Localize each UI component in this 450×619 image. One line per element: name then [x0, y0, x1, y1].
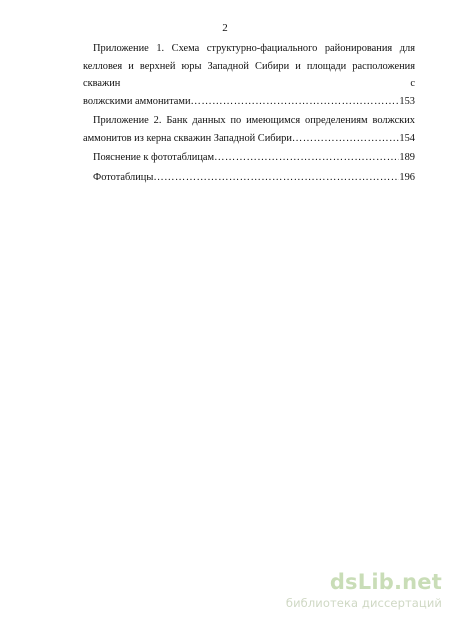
toc-entry-plates[interactable] [83, 169, 415, 187]
toc-entry-leader-line [83, 93, 415, 111]
toc-entry-text: Приложение 2. Банк данных по имеющимся определениям волжских [93, 115, 415, 126]
watermark-logo [262, 568, 442, 594]
page-number: 2 [222, 22, 228, 34]
watermark [262, 568, 442, 610]
dot-leader [153, 169, 399, 187]
dot-leader [191, 93, 400, 111]
toc-entry-text: аммонитов из керна скважин Западной Сибири [83, 132, 292, 144]
watermark-subtitle: библиотека диссертаций [285, 596, 442, 610]
dot-leader [292, 130, 400, 148]
toc-entry-leader-line [83, 130, 415, 148]
toc-entry-appendix-2[interactable] [83, 112, 415, 147]
watermark-logo-tld: .net [393, 570, 442, 594]
toc-entry-plates-note[interactable] [83, 149, 415, 167]
table-of-contents [83, 40, 415, 188]
toc-entry-text: келловея и верхней юры Западной Сибири и площади расположения скважин с [83, 60, 415, 89]
toc-page-number: 154 [399, 132, 415, 144]
toc-page-number: 153 [399, 95, 415, 107]
toc-page-number: 196 [399, 171, 415, 183]
toc-entry-text: волжскими аммонитами [83, 95, 191, 107]
toc-entry-leader-line [83, 169, 415, 187]
toc-entry-text: Приложение 1. Схема структурно-фациального районирования для [93, 43, 415, 54]
toc-entry-leader-line [83, 149, 415, 167]
dot-leader [214, 149, 399, 167]
watermark-logo-main: dsLib [329, 570, 394, 594]
toc-page-number: 189 [399, 152, 415, 163]
toc-entry-text: Фототаблицы [93, 171, 154, 183]
toc-entry-appendix-1[interactable] [83, 40, 415, 110]
toc-entry-text: Пояснение к фототаблицам [93, 152, 215, 163]
